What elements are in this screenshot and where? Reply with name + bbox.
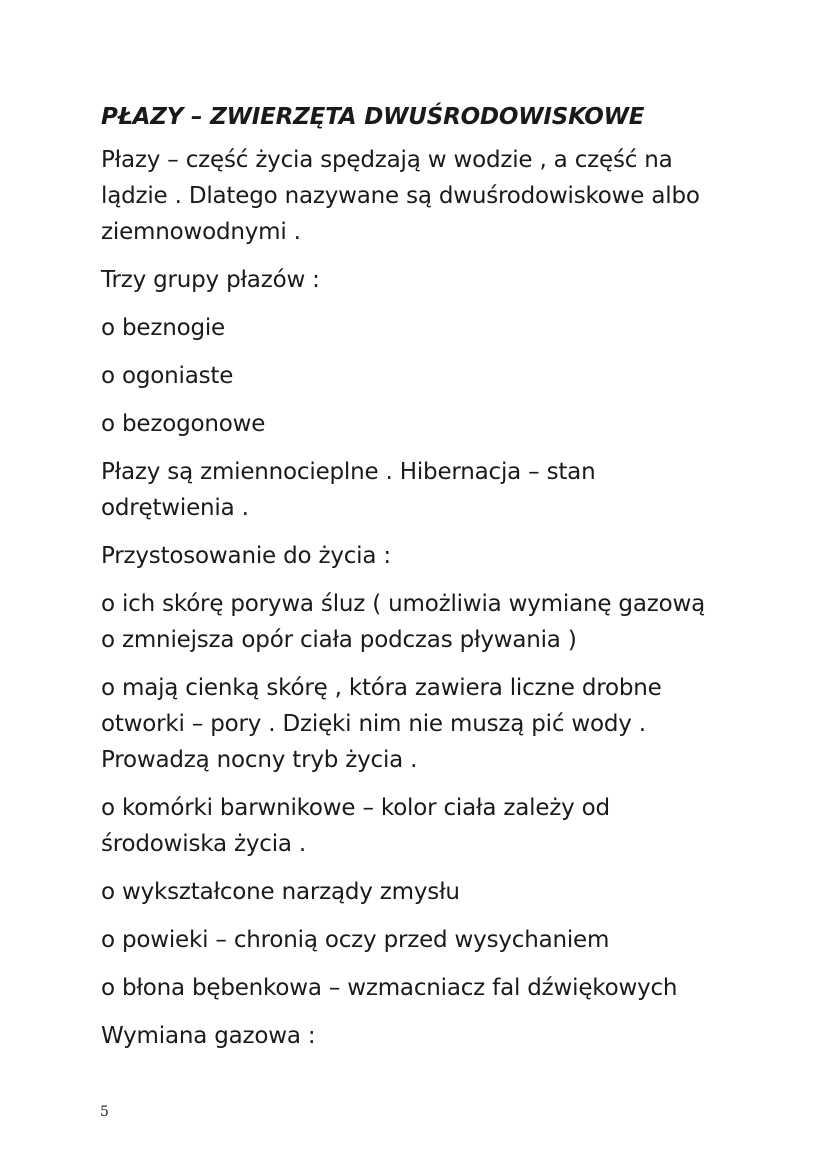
- list-item-eardrum: [101, 970, 791, 1006]
- text-line: o powieki – chronią oczy przed wysychaniem: [101, 927, 610, 953]
- paragraph-hibernation: [101, 454, 791, 526]
- text-line: ziemnowodnymi .: [101, 219, 301, 245]
- page-content: [101, 98, 791, 1066]
- text-line: lądzie . Dlatego nazywane są dwuśrodowiskowe albo: [101, 183, 700, 209]
- page-title: PŁAZY – ZWIERZĘTA DWUŚRODOWISKOWE: [101, 104, 645, 130]
- list-item-sense-organs: [101, 874, 791, 910]
- text-line: środowiska życia .: [101, 831, 307, 857]
- text-line: otworki – pory . Dzięki nim nie muszą pić wody .: [101, 711, 646, 737]
- list-item-thin-skin: [101, 670, 791, 778]
- paragraph-groups-heading: [101, 262, 791, 298]
- text-line: o wykształcone narządy zmysłu: [101, 879, 460, 905]
- text-line: o beznogie: [101, 315, 225, 341]
- text-line: Wymiana gazowa :: [101, 1023, 316, 1049]
- paragraph-intro: [101, 142, 791, 250]
- list-item-ogoniaste: [101, 358, 791, 394]
- list-item-mucus: [101, 586, 791, 658]
- text-line: Płazy są zmiennocieplne . Hibernacja – stan: [101, 459, 596, 485]
- paragraph-gas-exchange-heading: [101, 1018, 791, 1054]
- text-line: o komórki barwnikowe – kolor ciała zależy od: [101, 795, 610, 821]
- list-item-pigment-cells: [101, 790, 791, 862]
- text-line: Płazy – część życia spędzają w wodzie , a część na: [101, 147, 673, 173]
- text-line: Prowadzą nocny tryb życia .: [101, 747, 418, 773]
- text-line: o ich skórę porywa śluz ( umożliwia wymianę gazową: [101, 591, 705, 617]
- list-item-bezogonowe: [101, 406, 791, 442]
- list-item-eyelids: [101, 922, 791, 958]
- text-line: o mają cienką skórę , która zawiera liczne drobne: [101, 675, 662, 701]
- paragraph-adaptation-heading: [101, 538, 791, 574]
- text-line: o bezogonowe: [101, 411, 266, 437]
- text-line: odrętwienia .: [101, 495, 249, 521]
- page-number: 5: [100, 1104, 109, 1120]
- text-line: o błona bębenkowa – wzmacniacz fal dźwiękowych: [101, 975, 678, 1001]
- list-item-beznogie: [101, 310, 791, 346]
- text-line: Przystosowanie do życia :: [101, 543, 391, 569]
- text-line: Trzy grupy płazów :: [101, 267, 320, 293]
- text-line: o zmniejsza opór ciała podczas pływania ): [101, 627, 577, 653]
- text-line: o ogoniaste: [101, 363, 234, 389]
